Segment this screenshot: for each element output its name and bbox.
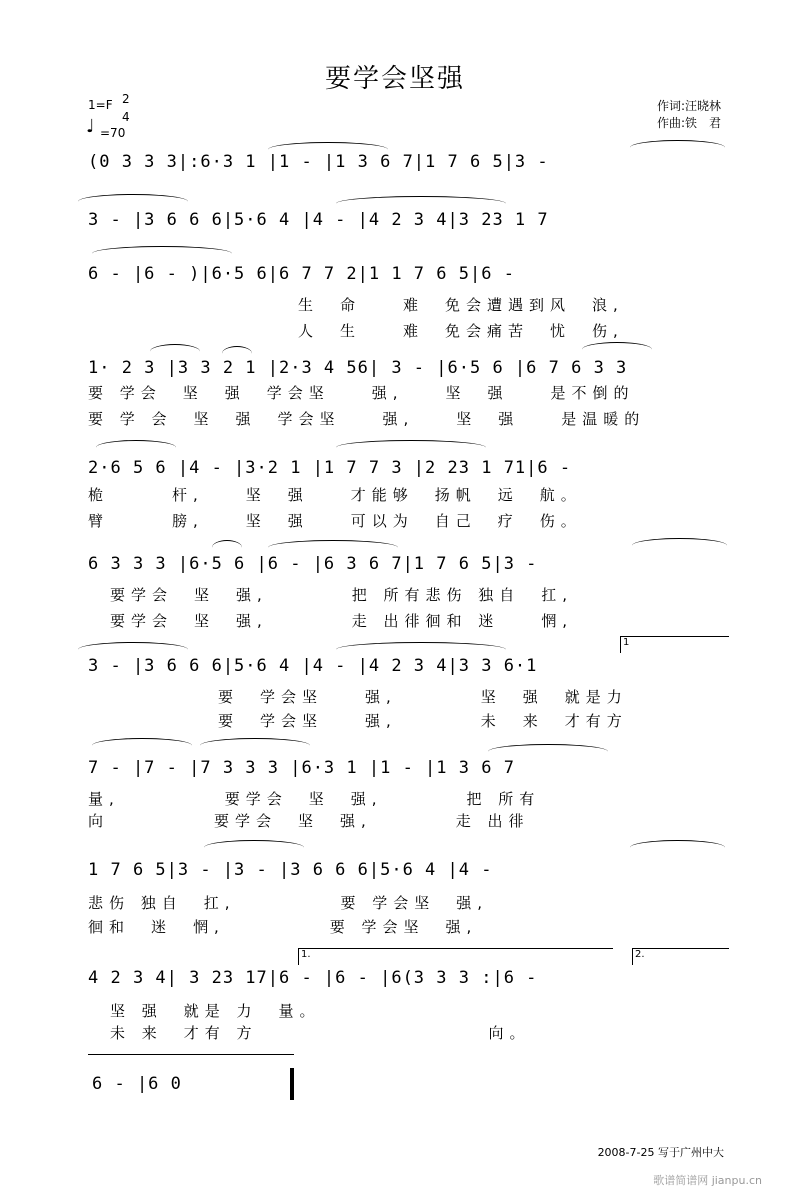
slur (632, 538, 727, 553)
slur (222, 346, 252, 361)
notation-line: 7 - |7 - |7 3 3 3 |6·3 1 |1 - |1 3 6 7 (88, 758, 515, 778)
lyrics-verse-1: 要 学会坚 强, 坚 强 就是力 (218, 688, 628, 706)
slur (78, 642, 188, 657)
lyrics-verse-1: 生 命 难 免会遭遇到风 浪, (298, 296, 624, 314)
slur (488, 744, 608, 759)
lyrics-verse-2: 人 生 难 免会痛苦 忧 伤, (298, 322, 624, 340)
final-barline (290, 1068, 294, 1100)
lyrics-verse-1: 坚 强 就是 力 量。 (110, 1002, 321, 1020)
song-title: 要学会坚强 (324, 64, 465, 94)
lyrics-verse-2: 要 学 会 坚 强 学会坚 强, 坚 强 是温暖的 (88, 410, 646, 428)
slur (92, 738, 192, 753)
notation-line: 3 - |3 6 6 6|5·6 4 |4 - |4 2 3 4|3 3 6·1 (88, 656, 538, 676)
lyricist: 作词:汪晓林 (657, 99, 722, 113)
slur (92, 246, 232, 261)
lyrics-verse-1: 要学会 坚 强, 把 所有悲伤 独自 扛, (110, 586, 574, 604)
composition-date: 2008-7-25 写于广州中大 (597, 1146, 724, 1159)
slur (630, 140, 725, 155)
notation-line: 6 3 3 3 |6·5 6 |6 - |6 3 6 7|1 7 6 5|3 - (88, 554, 538, 574)
system-9 (0, 852, 790, 962)
lyrics-verse-1: 悲伤 独自 扛, 要 学会坚 强, (88, 894, 489, 912)
volta-line (88, 1054, 294, 1071)
key-signature: 1=F (88, 98, 113, 112)
volta-1-bracket: 1 (620, 636, 729, 653)
volta-1-bracket: 1. (298, 948, 613, 965)
lyrics-verse-1: 桅 杆, 坚 强 才能够 扬帆 远 航。 (88, 486, 582, 504)
notation-line: 1 7 6 5|3 - |3 - |3 6 6 6|5·6 4 |4 - (88, 860, 493, 880)
notation-line: 6 - |6 - )|6·5 6|6 7 7 2|1 1 7 6 5|6 - (88, 264, 515, 284)
composer: 作曲:铁 君 (657, 116, 722, 130)
lyrics-verse-2: 未 来 才有 方 向。 (110, 1024, 531, 1042)
slur (150, 344, 200, 359)
slur (96, 440, 176, 455)
slur (336, 440, 486, 455)
slur (200, 738, 310, 753)
slur (212, 540, 242, 555)
lyrics-verse-2: 要学会 坚 强, 走 出徘徊和 迷 惘, (110, 612, 574, 630)
slur (336, 196, 506, 211)
slur (630, 840, 725, 855)
time-signature-top: 2 (122, 92, 130, 106)
time-signature-bottom: 4 (122, 110, 130, 124)
notation-line: 4 2 3 4| 3 23 17|6 - |6 - |6(3 3 3 :|6 - (88, 968, 538, 988)
notation-line: 1· 2 3 |3 3 2 1 |2·3 4 56| 3 - |6·5 6 |6 7 6 3 3 (88, 358, 628, 378)
notation-line: 3 - |3 6 6 6|5·6 4 |4 - |4 2 3 4|3 23 1 7 (88, 210, 549, 230)
slur (336, 642, 506, 657)
slur (78, 194, 188, 209)
tempo-marking: =70 (100, 126, 126, 140)
notation-line: 6 - |6 0 (92, 1074, 182, 1094)
lyrics-verse-1: 量, 要学会 坚 强, 把 所有 (88, 790, 541, 808)
notation-line: (0 3 3 3|:6·3 1 |1 - |1 3 6 7|1 7 6 5|3 - (88, 152, 549, 172)
slur (204, 840, 304, 855)
quarter-note-icon: ♩ (86, 116, 95, 137)
lyrics-verse-2: 徊和 迷 惘, 要 学会坚 强, (88, 918, 478, 936)
lyrics-verse-2: 要 学会坚 强, 未 来 才有方 (218, 712, 628, 730)
slur (268, 540, 398, 555)
site-watermark: 歌谱简谱网 jianpu.cn (653, 1174, 762, 1187)
lyrics-verse-2: 臂 膀, 坚 强 可以为 自己 疗 伤。 (88, 512, 582, 530)
slur (582, 342, 652, 357)
lyrics-verse-1: 要 学会 坚 强 学会坚 强, 坚 强 是不倒的 (88, 384, 635, 402)
volta-2-bracket: 2. (632, 948, 729, 965)
lyrics-verse-2: 向 要学会 坚 强, 走 出徘 (88, 812, 530, 830)
slur (268, 142, 388, 157)
notation-line: 2·6 5 6 |4 - |3·2 1 |1 7 7 3 |2 23 1 71|6 - (88, 458, 572, 478)
